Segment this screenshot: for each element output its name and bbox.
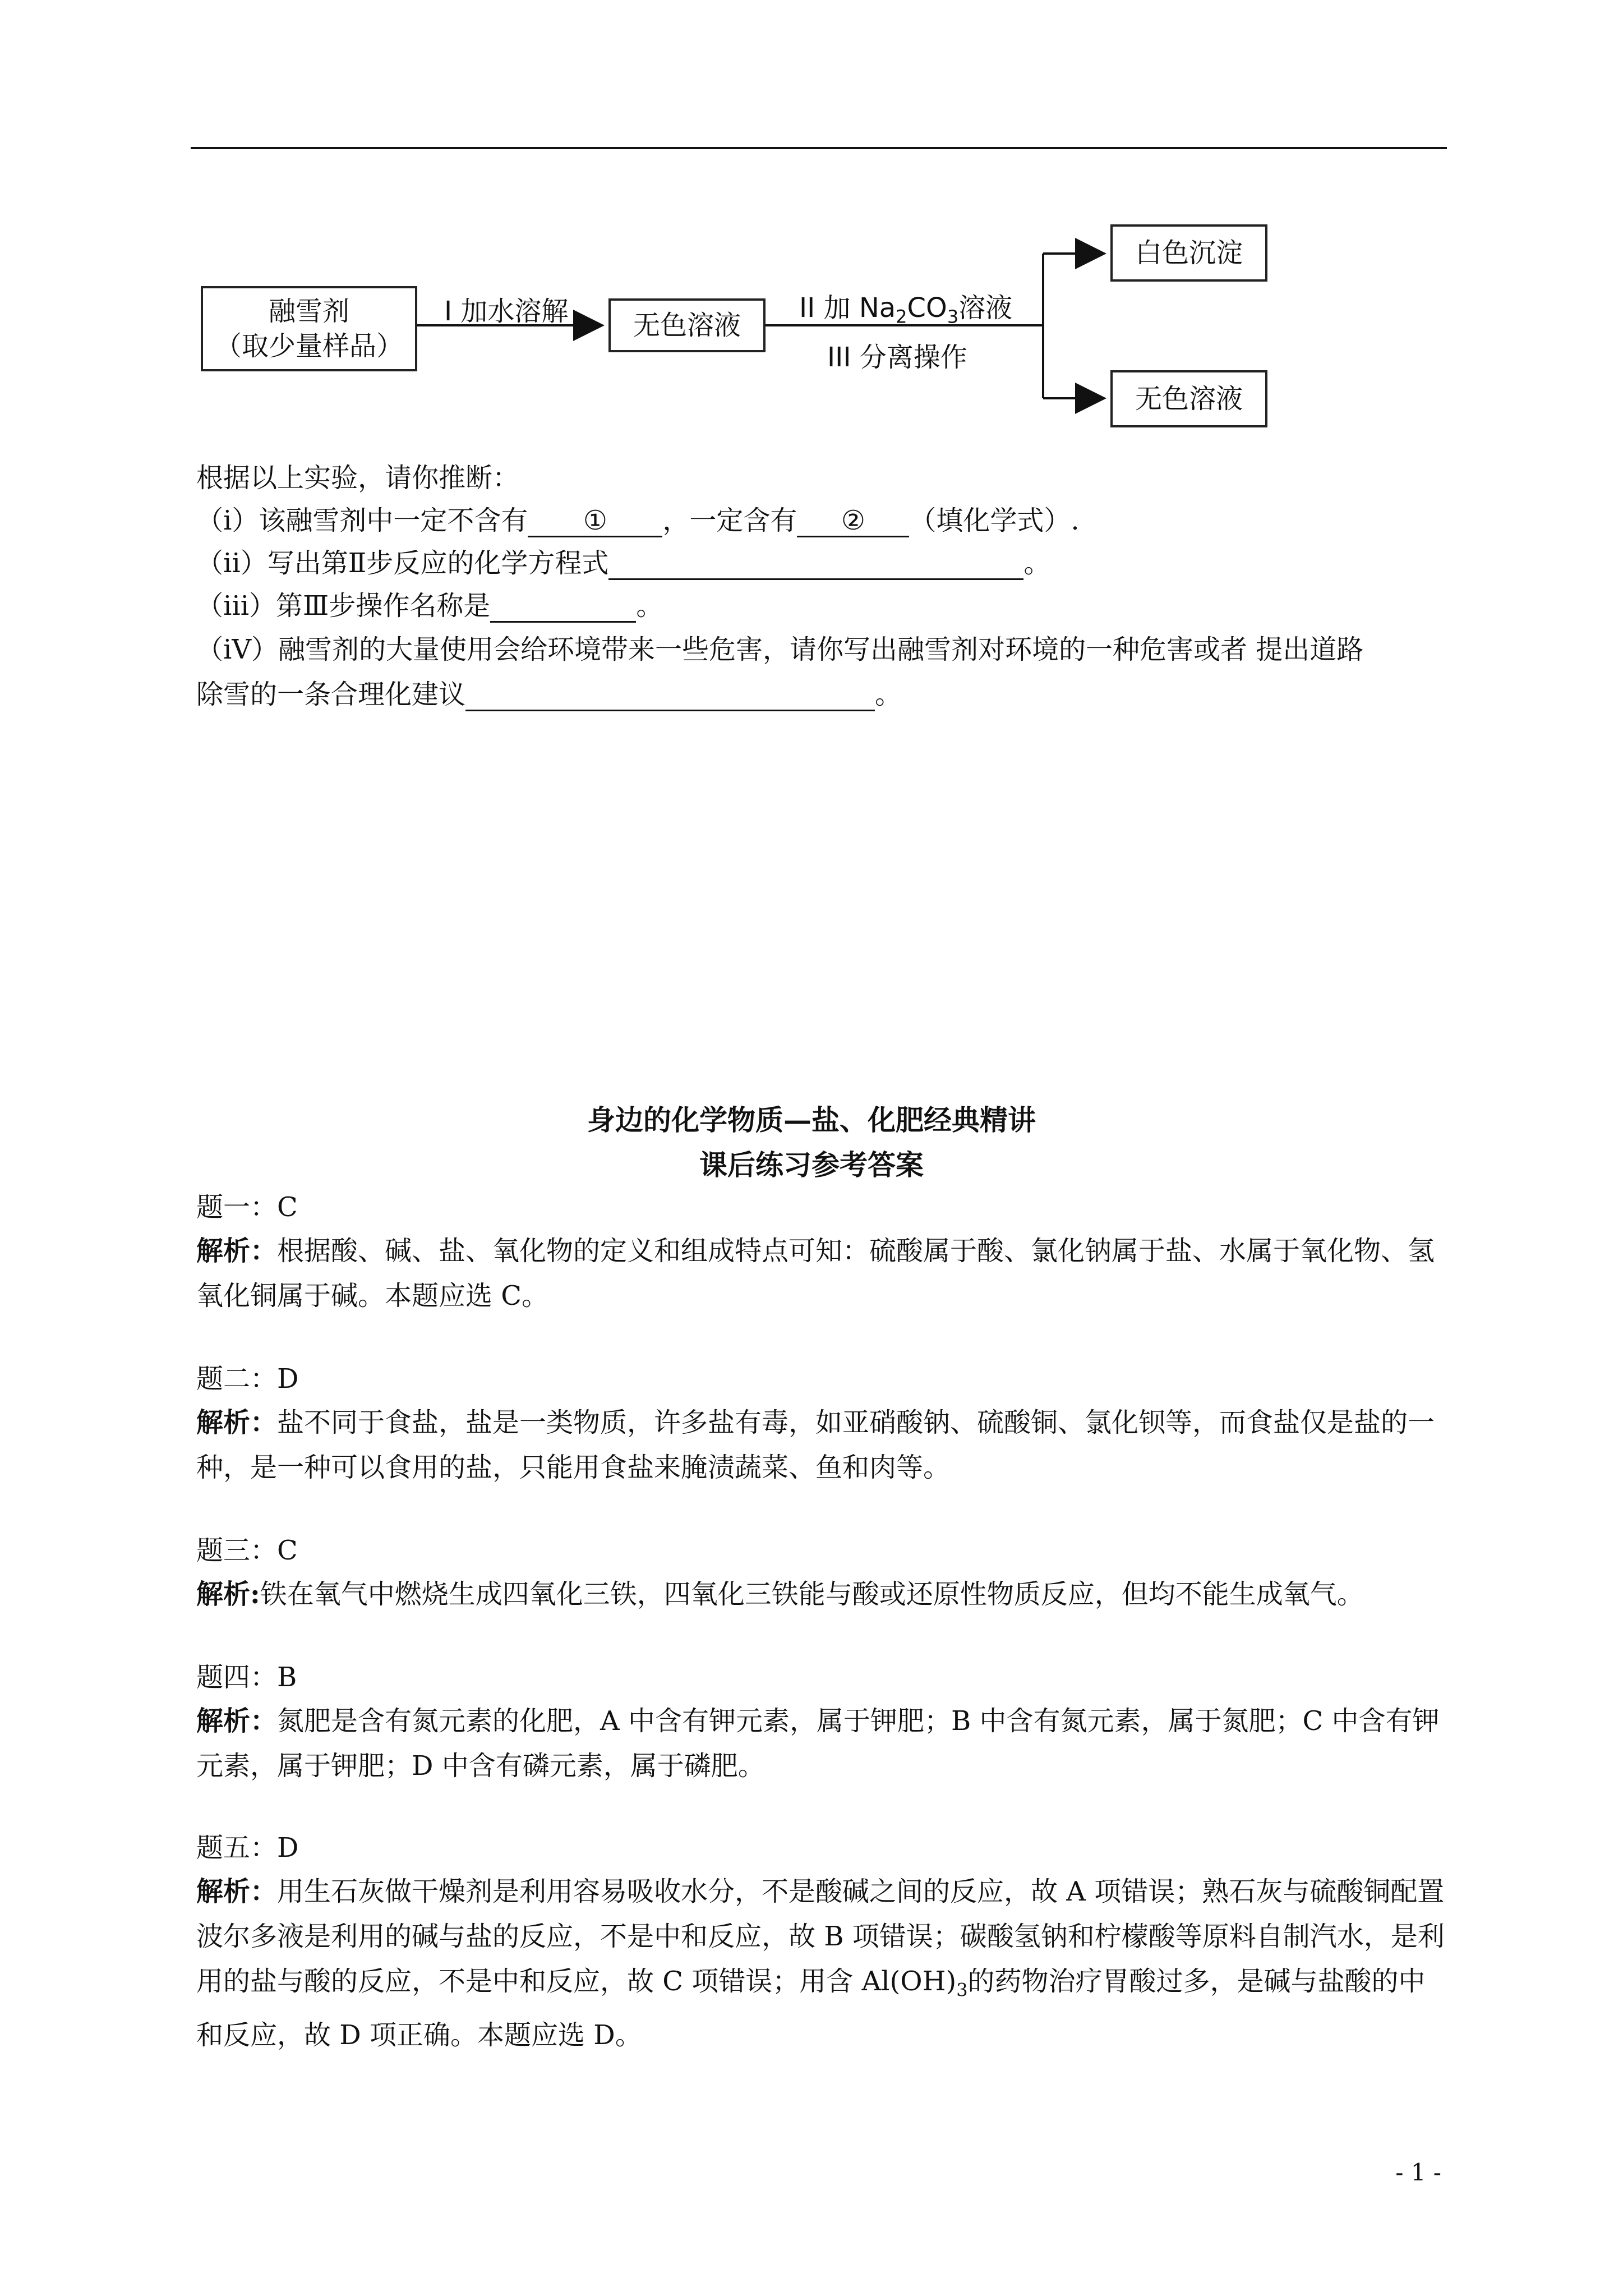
answer-5-explanation bbox=[196, 1869, 1447, 2058]
answer-3-label: 解析: bbox=[196, 1579, 260, 1610]
answer-4-key: 题四：B bbox=[196, 1662, 297, 1693]
page-number: - 1 - bbox=[1395, 2159, 1441, 2186]
q1-text-c: （填化学式）. bbox=[909, 505, 1080, 536]
flow-diagram bbox=[191, 213, 1312, 449]
q1-text-a: （i）该融雪剂中一定不含有 bbox=[196, 505, 528, 536]
step2-sub1: 2 bbox=[896, 306, 907, 328]
answer-5-text-a: 用生石灰做干燥剂是利用容易吸收水分，不是酸碱之间的反应，故 A 项错误；熟石灰与硫酸铜配置波尔多液是利用的碱与盐的反应，不是中和反应，故 B 项错误；碳酸氢钠和柠檬酸等原料自制汽水，是利用的盐与酸的反应，不是中和反应，故 C 项错误；用含 Al(OH) bbox=[196, 1876, 1445, 1997]
q2-text-a: （ii）写出第Ⅱ步反应的化学方程式 bbox=[196, 547, 609, 579]
question-3 bbox=[196, 589, 663, 623]
q4-text-b: 。 bbox=[875, 679, 902, 710]
step2-label bbox=[799, 286, 1012, 328]
step2-post: 溶液 bbox=[958, 292, 1013, 324]
header-rule bbox=[191, 147, 1447, 149]
solution-box bbox=[608, 298, 766, 352]
answer-subtitle: 课后练习参考答案 bbox=[699, 1148, 924, 1181]
answer-1-explanation bbox=[196, 1228, 1447, 1318]
q1-blank-2[interactable]: ② bbox=[797, 505, 909, 537]
q1-text-b: ，一定含有 bbox=[662, 505, 797, 536]
answer-4-label: 解析： bbox=[196, 1705, 278, 1737]
sample-box bbox=[201, 286, 417, 371]
answer-2-explanation bbox=[196, 1400, 1447, 1490]
answer-2-label: 解析： bbox=[196, 1407, 278, 1438]
filtrate-box bbox=[1110, 370, 1267, 427]
question-4-line1: （iV）融雪剂的大量使用会给环境带来一些危害，请你写出融雪剂对环境的一种危害或者 提出道路 bbox=[196, 634, 1364, 665]
q2-text-b: 。 bbox=[1023, 547, 1051, 579]
precipitate-box bbox=[1110, 224, 1267, 282]
step3-label: III 分离操作 bbox=[827, 342, 967, 373]
q3-text-a: （iii）第Ⅲ步操作名称是 bbox=[196, 590, 491, 622]
step2-pre: II 加 Na bbox=[799, 292, 896, 324]
step2-mid: CO bbox=[907, 292, 947, 324]
answer-title: 身边的化学物质—盐、化肥经典精讲 bbox=[587, 1103, 1036, 1137]
question-4-line2 bbox=[196, 678, 902, 711]
precipitate-label: 白色沉淀 bbox=[1135, 237, 1243, 269]
q3-text-b: 。 bbox=[636, 590, 663, 622]
answer-1-key: 题一：C bbox=[196, 1191, 298, 1223]
question-intro: 根据以上实验，请你推断： bbox=[196, 462, 520, 494]
answer-5-key: 题五：D bbox=[196, 1832, 299, 1864]
sample-note: （取少量样品） bbox=[214, 330, 403, 362]
filtrate-label: 无色溶液 bbox=[1135, 383, 1243, 415]
question-1 bbox=[196, 504, 1080, 537]
q3-blank[interactable] bbox=[490, 591, 636, 623]
question-2 bbox=[196, 546, 1050, 580]
answer-1-label: 解析： bbox=[196, 1235, 278, 1267]
answer-3-text: 铁在氧气中燃烧生成四氧化三铁，四氧化三铁能与酸或还原性物质反应，但均不能生成氧气。 bbox=[260, 1579, 1364, 1610]
answer-3-explanation bbox=[196, 1572, 1447, 1617]
answer-5-sub: 3 bbox=[956, 1979, 968, 2001]
step2-sub2: 3 bbox=[947, 306, 959, 328]
answer-2-text: 盐不同于食盐，盐是一类物质，许多盐有毒，如亚硝酸钠、硫酸铜、氯化钡等，而食盐仅是盐的一种，是一种可以食用的盐，只能用食盐来腌渍蔬菜、鱼和肉等。 bbox=[196, 1407, 1435, 1483]
answer-4-text: 氮肥是含有氮元素的化肥，A 中含有钾元素，属于钾肥；B 中含有氮元素，属于氮肥；C 中含有钾元素，属于钾肥；D 中含有磷元素，属于磷肥。 bbox=[196, 1705, 1440, 1782]
step1-label: I 加水溶解 bbox=[444, 296, 569, 327]
q1-blank-1[interactable]: ① bbox=[528, 505, 662, 537]
answer-5-text-b: 的药物治疗胃酸过多，是碱与盐酸的中和反应，故 D 项正确。本题应选 D。 bbox=[196, 1966, 1426, 2051]
sample-label: 融雪剂 bbox=[268, 296, 349, 327]
answer-5-label: 解析： bbox=[196, 1876, 278, 1907]
solution-label: 无色溶液 bbox=[633, 310, 741, 341]
answer-3-key: 题三：C bbox=[196, 1535, 298, 1566]
q4-text-a: 除雪的一条合理化建议 bbox=[196, 679, 466, 710]
answer-1-text: 根据酸、碱、盐、氧化物的定义和组成特点可知：硫酸属于酸、氯化钠属于盐、水属于氧化物、氢氧化铜属于碱。本题应选 C。 bbox=[196, 1235, 1435, 1312]
q4-blank[interactable] bbox=[465, 679, 875, 711]
answer-2-key: 题二：D bbox=[196, 1363, 299, 1395]
q2-blank[interactable] bbox=[608, 548, 1023, 580]
answer-4-explanation bbox=[196, 1699, 1447, 1788]
